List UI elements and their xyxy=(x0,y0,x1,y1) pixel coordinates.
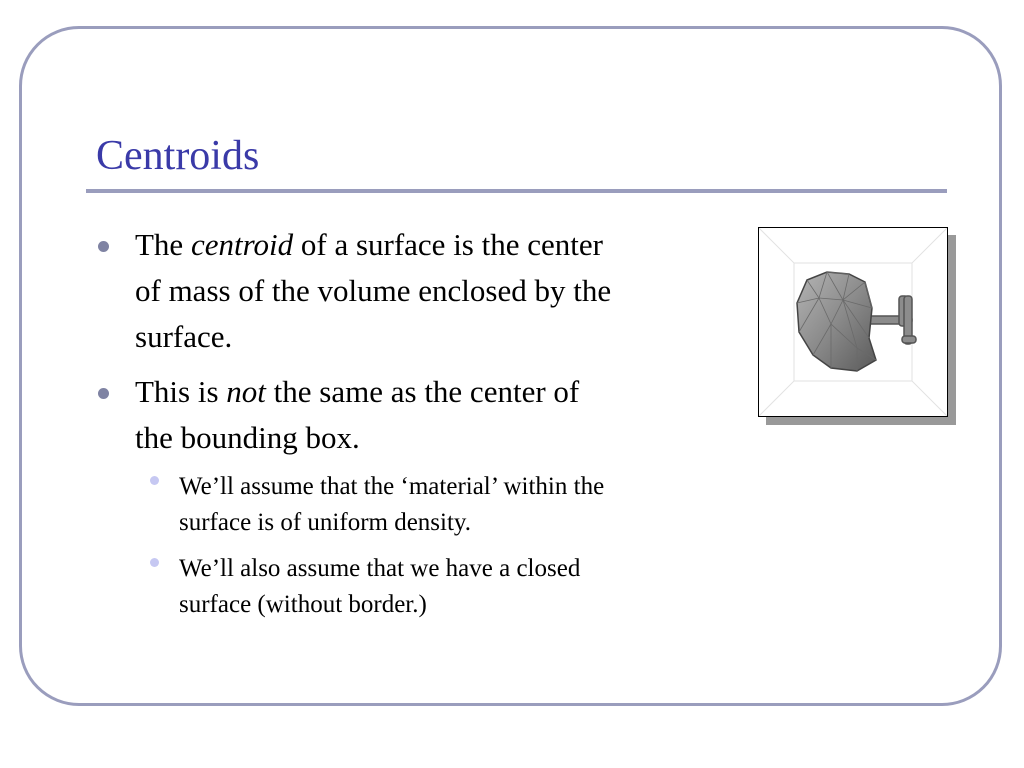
slide-title: Centroids xyxy=(96,133,260,179)
bullet-dot xyxy=(98,241,109,252)
mesh-shape-in-bounding-box-icon xyxy=(759,228,947,416)
sub-bullet-1-line-2: surface is of uniform density. xyxy=(179,509,472,536)
text-run: This is xyxy=(135,374,227,409)
bullet-2-line-2: the bounding box. xyxy=(135,420,360,455)
bullet-1-line-2: of mass of the volume enclosed by the xyxy=(135,273,612,308)
sub-bullet-dot xyxy=(150,558,159,567)
title-underline xyxy=(86,189,947,193)
figure-mesh-image xyxy=(758,227,948,417)
text-run: the same as the center of xyxy=(265,374,580,409)
sub-bullet-2-line-1: We’ll also assume that we have a closed xyxy=(179,555,581,582)
bullet-1-line-3: surface. xyxy=(135,319,233,354)
bullet-1-line-1 xyxy=(135,222,603,268)
emphasis-text: not xyxy=(226,374,266,409)
sub-bullet-2-line-2: surface (without border.) xyxy=(179,591,427,618)
text-run: The xyxy=(135,227,191,262)
text-run: of a surface is the center xyxy=(293,227,603,262)
emphasis-text: centroid xyxy=(190,227,294,262)
sub-bullet-dot xyxy=(150,476,159,485)
sub-bullet-1-line-1: We’ll assume that the ‘material’ within the xyxy=(179,473,605,500)
bullet-dot xyxy=(98,388,109,399)
bullet-2-line-1 xyxy=(135,369,579,415)
